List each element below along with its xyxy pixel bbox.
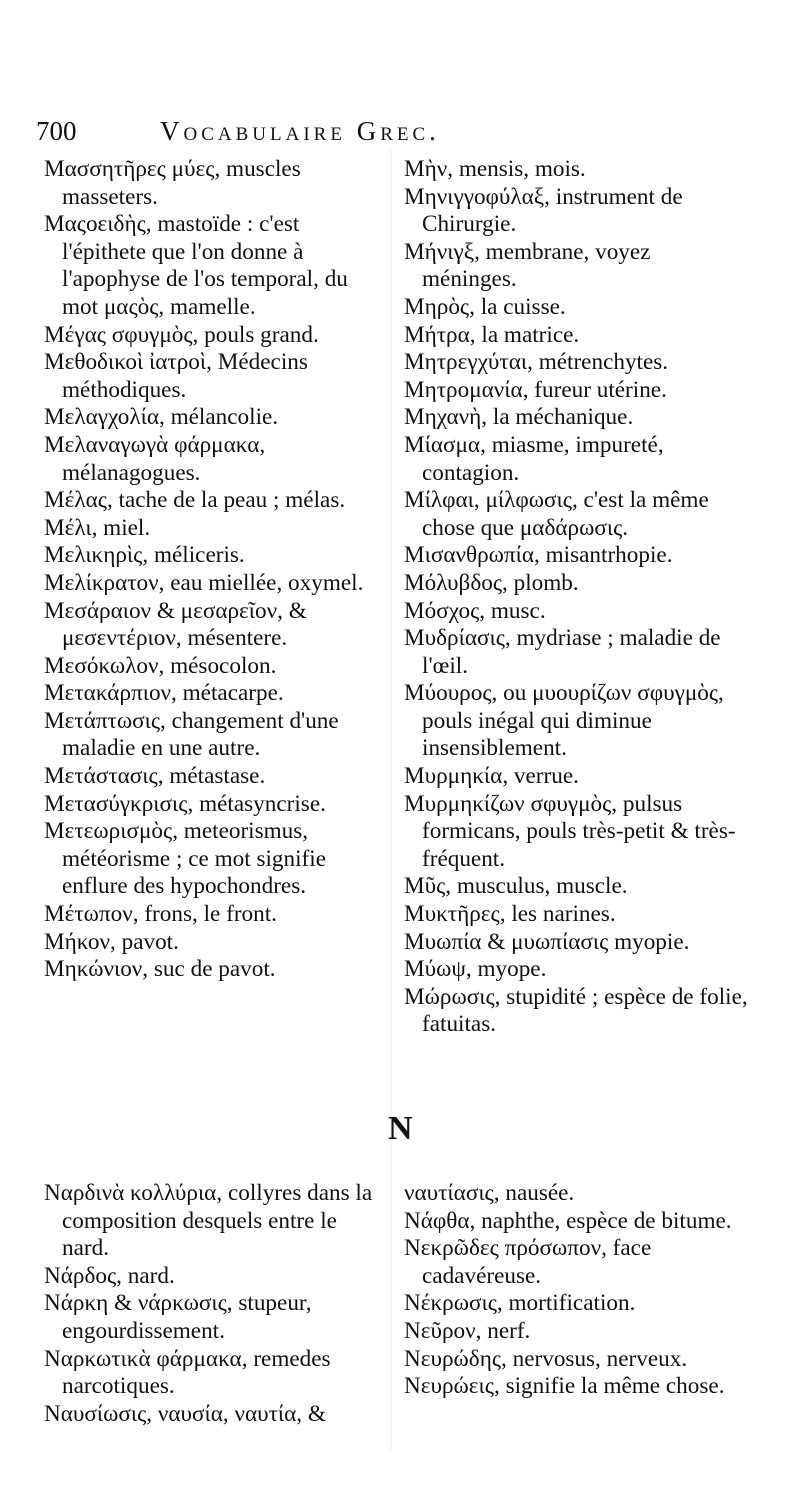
greek-headword: ναυτίασις: [404, 1180, 494, 1206]
entry-definition: , mélancolie.: [159, 404, 279, 431]
dictionary-entry: [404, 1235, 750, 1290]
section-letter: N: [388, 1110, 413, 1147]
right-column-bottom: [404, 1180, 750, 1401]
entry-definition: , ou μυουρίζων σφυγμὸς, pouls inégal qui diminue insensiblement.: [422, 680, 724, 762]
greek-headword: Νέκρωσις: [404, 1290, 497, 1317]
entry-definition: , nerf.: [475, 1317, 531, 1344]
entry-definition: , les narines.: [499, 901, 616, 928]
entry-definition: , stupeur, engourdissement.: [62, 1290, 312, 1344]
entry-definition: , membrane, voyez méninges.: [422, 238, 651, 293]
dictionary-entry: [404, 542, 750, 570]
dictionary-entry: [404, 1290, 750, 1318]
greek-headword: Μυρμηκίζων σφυγμὸς: [404, 790, 612, 817]
greek-headword: Μητρεγχύται: [404, 349, 528, 376]
entry-definition: , métasyncrise.: [187, 790, 326, 817]
dictionary-entry: [404, 791, 750, 874]
entry-definition: , Médecins méthodiques.: [62, 349, 308, 403]
dictionary-entry: [404, 1180, 750, 1208]
dictionary-entry: [44, 542, 386, 570]
dictionary-entry: [44, 1180, 386, 1263]
dictionary-entry: [404, 570, 750, 598]
dictionary-entry: [44, 1401, 386, 1429]
greek-headword: Μηκώνιον: [44, 956, 143, 983]
greek-headword: Μυρμηκία: [404, 763, 503, 790]
greek-headword: Μετασύγκρισις: [44, 790, 188, 817]
greek-headword: Νάρδος: [44, 1262, 117, 1289]
entry-definition: &: [302, 1400, 326, 1427]
greek-headword: Ναρδινὰ κολλύρια: [44, 1180, 217, 1206]
greek-headword: Μέτωπον: [44, 901, 133, 928]
entry-definition: , nausée.: [493, 1180, 575, 1206]
greek-headword: Μελαγχολία: [44, 404, 159, 431]
greek-headword: Μώρωσις: [404, 983, 495, 1010]
entry-definition: , plomb.: [502, 569, 579, 596]
dictionary-entry: [44, 1346, 386, 1401]
greek-headword: Μηνιγγοφύλαξ: [404, 183, 545, 210]
dictionary-entry: [44, 791, 386, 819]
entry-definition: , mésentere.: [175, 625, 288, 652]
right-column-top: [404, 156, 750, 1039]
entry-definition: , métrenchytes.: [527, 349, 669, 376]
entry-definition: , instrument de Chirurgie.: [422, 183, 683, 238]
dictionary-entry: [44, 901, 386, 929]
greek-headword: Μύωψ: [404, 956, 466, 983]
dictionary-entry: [404, 156, 750, 184]
entry-definition: , mélanagogues.: [62, 431, 266, 486]
greek-headword: Νάφθα: [404, 1207, 470, 1234]
entry-definition: , mortification.: [496, 1290, 636, 1317]
entry-definition: , fureur utérine.: [522, 376, 667, 403]
greek-headword: Μέλι: [44, 514, 92, 541]
greek-headword: Μίλφαι: [404, 487, 474, 514]
entry-definition: , métacarpe.: [171, 680, 284, 707]
entry-definition: , mésocolon.: [158, 652, 277, 679]
dictionary-entry: [404, 322, 750, 350]
entry-definition: , verrue.: [502, 763, 579, 790]
greek-headword: Μίασμα: [404, 431, 481, 458]
dictionary-entry: [44, 156, 386, 211]
left-column-top: [44, 156, 386, 984]
entry-definition: , pulsus formicans, pouls très-petit & très-fréquent.: [422, 790, 736, 872]
dictionary-entry: [44, 956, 386, 984]
entry-definition: , signifie la même chose.: [493, 1373, 725, 1400]
dictionary-entry: [404, 598, 750, 626]
dictionary-entry: [404, 404, 750, 432]
running-title: Vocabulaire Grec.: [160, 116, 440, 146]
entry-definition: , nervosus, nerveux.: [501, 1345, 688, 1372]
dictionary-entry: [404, 901, 750, 929]
entry-definition: , méliceris.: [142, 542, 245, 569]
dictionary-entry: [44, 349, 386, 404]
dictionary-entry: [404, 625, 750, 680]
greek-headword: Νευρώεις: [404, 1373, 494, 1400]
entry-definition: , meteorismus, météorisme ; ce mot signifie enflure des hypochondres.: [62, 818, 327, 900]
entry-definition: , mensis, mois.: [447, 156, 586, 182]
page-header: [36, 112, 756, 152]
dictionary-entry: [44, 929, 386, 957]
greek-headword: Μετεωρισμὸς: [44, 818, 173, 845]
dictionary-entry: [404, 873, 750, 901]
entry-definition: , musculus, muscle.: [445, 873, 628, 900]
dictionary-entry: [404, 184, 750, 239]
page-number: 700: [36, 116, 77, 146]
dictionary-entry: [44, 818, 386, 901]
entry-definition: , remedes narcotiques.: [62, 1345, 331, 1400]
dictionary-entry: [44, 322, 386, 350]
dictionary-entry: [404, 1208, 750, 1236]
entry-definition: , la cuisse.: [469, 293, 566, 320]
dictionary-entry: [404, 763, 750, 791]
entry-definition: , métastase.: [157, 763, 266, 790]
greek-headword: Μητρομανία: [404, 376, 523, 403]
entry-definition: , la matrice.: [469, 321, 580, 348]
greek-headword: Μασσητῆρες μύες: [44, 156, 215, 182]
dictionary-entry: [404, 680, 750, 763]
dictionary-entry: [404, 956, 750, 984]
entry-definition: , face cadavéreuse.: [422, 1235, 652, 1289]
greek-headword: Ναυσίωσις, ναυσία, ναυτία,: [44, 1400, 303, 1427]
dictionary-entry: [404, 1346, 750, 1374]
greek-headword: Μηρὸς: [404, 293, 470, 320]
entry-definition: , stupidité ; espèce de folie, fatuitas.: [422, 983, 748, 1038]
greek-headword: Νεκρῶδες πρόσωπον: [404, 1235, 602, 1262]
greek-headword: Μέγας σφυγμὸς: [44, 321, 193, 348]
dictionary-entry: [44, 680, 386, 708]
dictionary-entry: [404, 929, 750, 957]
dictionary-entry: [404, 294, 750, 322]
greek-headword: Μετάστασις: [44, 763, 158, 790]
entry-definition: , tache de la peau ; mélas.: [106, 487, 346, 514]
dictionary-entry: [44, 432, 386, 487]
dictionary-entry: [44, 570, 386, 598]
entry-definition: , muscles masseters.: [62, 156, 301, 210]
greek-headword: Μηχανὴ: [404, 404, 482, 431]
entry-definition: , myope.: [465, 956, 547, 983]
greek-headword: Μετακάρπιον: [44, 680, 172, 707]
dictionary-entry: [44, 1263, 386, 1291]
greek-headword: Μήτρα: [404, 321, 470, 348]
greek-headword: Μεσόκωλον: [44, 652, 159, 679]
dictionary-entry: [404, 984, 750, 1039]
greek-headword: Νάρκη & νάρκωσις: [44, 1290, 227, 1317]
entry-definition: , frons, le front.: [132, 901, 277, 928]
entry-definition: , miel.: [91, 514, 151, 541]
entry-definition: , la méchanique.: [481, 404, 634, 431]
greek-headword: Νευρώδης: [404, 1345, 502, 1372]
greek-headword: Μύουρος: [404, 680, 492, 707]
left-column-bottom: [44, 1180, 386, 1428]
greek-headword: Μήνιγξ: [404, 238, 475, 265]
dictionary-entry: [44, 404, 386, 432]
entry-definition: , mastoïde : c'est l'épithete que l'on donne à l'apophyse de l'os temporal, du mot μαςὸς, mamelle.: [62, 211, 348, 320]
dictionary-entry: [44, 598, 386, 653]
greek-headword: Μαςοειδὴς: [44, 211, 146, 238]
dictionary-entry: [44, 515, 386, 543]
entry-definition: , musc.: [479, 597, 546, 624]
entry-definition: , naphthe, espèce de bitume.: [469, 1207, 732, 1234]
entry-definition: , pouls grand.: [192, 321, 319, 348]
greek-headword: Μεθοδικοὶ ἰατροὶ: [44, 349, 207, 376]
greek-headword: Μῦς: [404, 873, 446, 900]
greek-headword: Μυδρίασις: [404, 625, 505, 652]
dictionary-entry: [44, 1290, 386, 1345]
greek-headword: Μεσάραιον & μεσαρεῖον, & μεσεντέριον: [44, 597, 307, 652]
entry-definition: , misantrhopie.: [534, 542, 673, 569]
dictionary-entry: [404, 487, 750, 542]
greek-headword: Μόσχος: [404, 597, 480, 624]
greek-headword: Μὴν: [404, 156, 448, 182]
greek-headword: Μυωπία & μυωπίασις: [404, 928, 609, 955]
entry-definition: , pavot.: [110, 928, 179, 955]
greek-headword: Μισανθρωπία: [404, 542, 535, 569]
dictionary-entry: [44, 763, 386, 791]
entry-definition: , collyres dans la composition desquels entre le nard.: [62, 1180, 373, 1262]
dictionary-entry: [404, 239, 750, 294]
greek-headword: Μέλας: [44, 487, 107, 514]
greek-headword: Μυκτῆρες: [404, 901, 500, 928]
greek-headword: Μελικηρὶς: [44, 542, 143, 569]
entry-definition: , eau miellée, oxymel.: [158, 569, 364, 596]
entry-definition: , nard.: [116, 1262, 175, 1289]
entry-definition: , changement d'une maladie en une autre.: [62, 707, 339, 762]
dictionary-entry: [404, 432, 750, 487]
greek-headword: Μελαναγωγὰ φάρμακα: [44, 431, 260, 458]
greek-headword: Μόλυβδος: [404, 569, 503, 596]
greek-headword: Μετάπτωσις: [44, 707, 161, 734]
gutter-shadow: [390, 150, 392, 1450]
dictionary-entry: [44, 487, 386, 515]
greek-headword: Μελίκρατον: [44, 569, 159, 596]
dictionary-entry: [44, 708, 386, 763]
greek-headword: Μήκον: [44, 928, 110, 955]
entry-definition: , miasme, impureté, contagion.: [422, 431, 664, 486]
dictionary-entry: [404, 349, 750, 377]
entry-definition: myopie.: [608, 928, 690, 955]
dictionary-entry: [44, 211, 386, 321]
dictionary-entry: [404, 1318, 750, 1346]
dictionary-entry: [404, 377, 750, 405]
dictionary-entry: [404, 1373, 750, 1401]
entry-definition: , mydriase ; maladie de l'œil.: [422, 625, 721, 679]
entry-definition: , μίλφωσις, c'est la même chose que μαδάρωσις.: [422, 487, 709, 541]
dictionary-entry: [44, 653, 386, 681]
greek-headword: Ναρκωτικὰ φάρμακα: [44, 1345, 242, 1372]
entry-definition: , suc de pavot.: [142, 956, 276, 983]
greek-headword: Νεῦρον: [404, 1317, 476, 1344]
